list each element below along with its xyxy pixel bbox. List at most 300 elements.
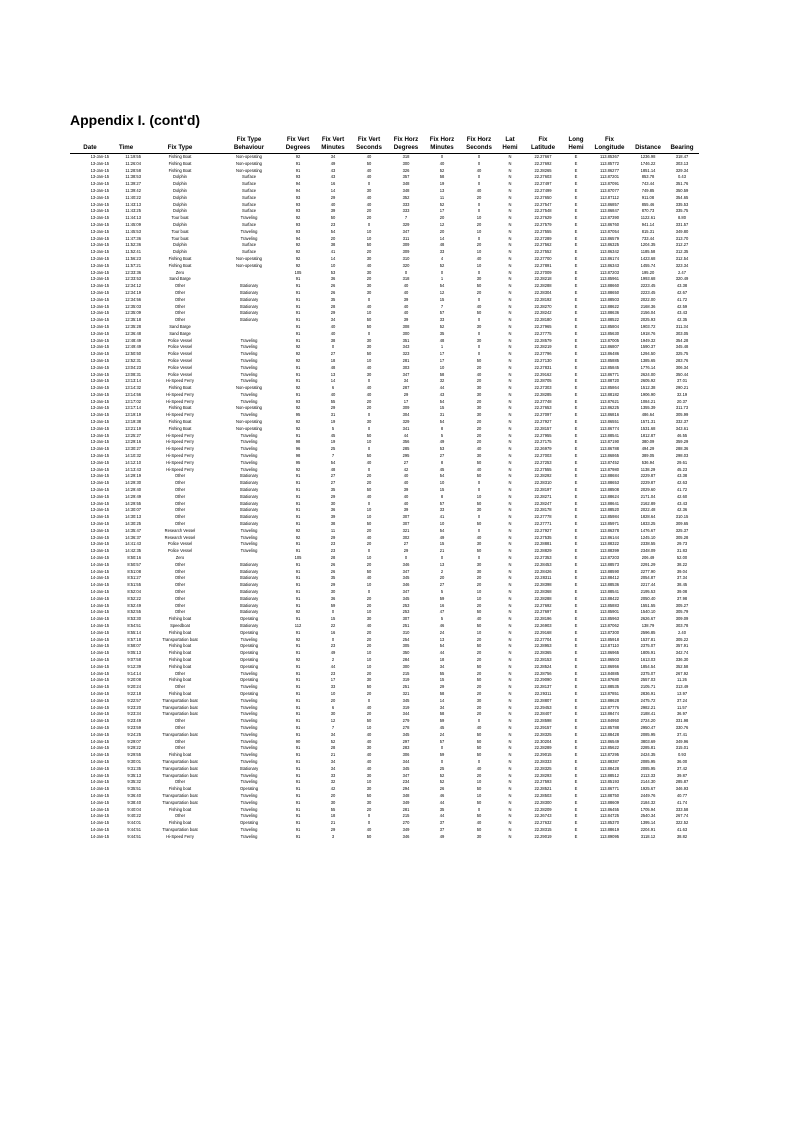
- table-cell: 58: [439, 371, 445, 377]
- table-cell: 91: [295, 160, 301, 166]
- table-cell: 93: [295, 201, 301, 207]
- table-row: [70, 399, 699, 406]
- table-cell: N: [508, 187, 512, 193]
- table-cell: Non-operating: [236, 154, 262, 159]
- table-cell: E: [574, 283, 578, 289]
- table-cell: Transportation boat: [162, 697, 198, 703]
- table-cell: 0: [367, 466, 371, 472]
- table-cell: 47: [439, 609, 445, 615]
- table-cell: 30: [366, 677, 372, 683]
- table-cell: 113.85788: [599, 724, 620, 730]
- table-cell: E: [574, 561, 578, 567]
- table-cell: 9:24:25: [127, 731, 141, 737]
- table-cell: N: [508, 419, 512, 425]
- table-cell: 13-Jan-15: [90, 432, 109, 438]
- table-cell: 40: [366, 575, 372, 581]
- table-cell: E: [574, 167, 578, 173]
- table-cell: 10: [476, 249, 482, 255]
- table-cell: 36: [330, 595, 336, 601]
- table-cell: 91: [295, 779, 301, 785]
- table-cell: 40: [476, 616, 482, 622]
- table-cell: 0: [367, 221, 371, 227]
- column-header-line2: Behaviour: [233, 144, 265, 151]
- table-cell: Non-operating: [236, 419, 262, 425]
- table-cell: 21: [439, 548, 445, 554]
- table-cell: 26: [330, 568, 336, 574]
- table-cell: 36: [330, 276, 336, 282]
- table-row: [70, 555, 699, 562]
- table-cell: 27: [439, 453, 445, 459]
- table-cell: N: [508, 786, 512, 792]
- table-row: [70, 827, 699, 834]
- table-cell: 12:35:03: [125, 303, 141, 309]
- table-cell: 91: [295, 432, 301, 438]
- table-cell: 9:20:24: [127, 684, 141, 690]
- table-cell: 50: [330, 215, 336, 221]
- table-cell: 113.86857: [599, 201, 620, 207]
- table-cell: 19: [330, 419, 336, 425]
- table-cell: N: [508, 228, 512, 234]
- table-cell: 40: [403, 289, 409, 295]
- table-cell: 40: [366, 364, 372, 370]
- table-cell: Stationary: [239, 493, 259, 499]
- table-cell: Traveling: [240, 738, 258, 744]
- table-cell: 10: [439, 364, 445, 370]
- table-cell: 13-Jan-15: [90, 255, 109, 261]
- table-cell: 10: [366, 656, 372, 662]
- table-row: [70, 507, 699, 514]
- table-cell: Traveling: [240, 235, 258, 241]
- table-cell: 0: [367, 446, 371, 452]
- table-cell: E: [574, 609, 578, 615]
- table-cell: 38.82: [676, 833, 688, 839]
- table-cell: 91: [295, 575, 301, 581]
- table-cell: E: [574, 643, 578, 649]
- table-cell: 30: [476, 697, 482, 703]
- table-cell: 54: [439, 283, 445, 289]
- table-row: [70, 752, 699, 759]
- table-cell: 11:39:42: [125, 187, 141, 193]
- table-row: [70, 344, 699, 351]
- table-cell: 331.57: [675, 221, 689, 227]
- table-cell: 36.00: [676, 758, 688, 764]
- table-cell: 29: [330, 194, 336, 200]
- table-cell: Fishing boat: [168, 650, 192, 656]
- table-cell: N: [508, 310, 512, 316]
- table-cell: 34: [330, 758, 336, 764]
- table-cell: 356: [402, 439, 410, 445]
- table-cell: 113.88650: [599, 289, 620, 295]
- column-header: [388, 136, 424, 154]
- table-cell: E: [574, 636, 578, 642]
- table-cell: 40: [476, 765, 482, 771]
- table-cell: 22.28218: [534, 276, 552, 282]
- table-cell: 283: [402, 745, 410, 751]
- table-cell: 113.88573: [599, 561, 620, 567]
- table-cell: 9:12:39: [127, 663, 141, 669]
- column-header-line2: Degrees: [393, 144, 419, 151]
- table-cell: 22.28953: [534, 643, 552, 649]
- table-cell: 50: [366, 521, 372, 527]
- table-cell: 0: [477, 555, 481, 561]
- table-cell: N: [508, 622, 512, 628]
- table-cell: 44: [330, 663, 336, 669]
- table-cell: 25: [439, 765, 445, 771]
- table-cell: 93: [295, 221, 301, 227]
- table-cell: N: [508, 677, 512, 683]
- table-cell: 1476.67: [640, 527, 656, 533]
- table-cell: 14-Jan-15: [90, 799, 109, 805]
- table-cell: 8:53:30: [127, 616, 141, 622]
- table-row: [70, 705, 699, 712]
- table-cell: Other: [174, 507, 186, 513]
- table-cell: 23: [330, 670, 336, 676]
- table-cell: 40: [476, 371, 482, 377]
- table-cell: 2475.72: [640, 697, 656, 703]
- table-cell: 14-Jan-15: [90, 684, 109, 690]
- table-cell: Surface: [241, 249, 257, 255]
- table-cell: N: [508, 357, 512, 363]
- table-cell: 346.93: [675, 786, 689, 792]
- table-cell: 22.28881: [534, 541, 552, 547]
- column-header: [588, 136, 631, 154]
- table-cell: 27: [439, 582, 445, 588]
- table-cell: 8:55:14: [127, 629, 141, 635]
- table-cell: E: [574, 201, 578, 207]
- table-cell: 14:41:43: [125, 541, 141, 547]
- table-cell: Other: [174, 718, 186, 724]
- table-cell: 34: [330, 317, 336, 323]
- table-row: [70, 460, 699, 467]
- table-cell: 341: [402, 425, 410, 431]
- table-row: [70, 446, 699, 453]
- table-cell: 48: [439, 337, 445, 343]
- table-cell: 346: [402, 833, 410, 839]
- table-row: [70, 759, 699, 766]
- table-cell: 41.63: [676, 826, 688, 832]
- table-cell: 15: [439, 296, 445, 302]
- table-cell: 91: [295, 480, 301, 486]
- table-cell: Other: [174, 595, 186, 601]
- table-cell: Other: [174, 589, 186, 594]
- table-cell: 92: [295, 534, 301, 540]
- table-cell: 2596.85: [640, 629, 656, 635]
- table-cell: Operating: [240, 786, 258, 792]
- table-cell: 93: [295, 174, 301, 180]
- table-row: [70, 358, 699, 365]
- table-cell: Hi-Speed Ferry: [166, 466, 194, 472]
- table-cell: 22.28300: [534, 799, 552, 805]
- table-cell: N: [508, 412, 512, 418]
- table-cell: 13-Jan-15: [90, 283, 109, 289]
- table-cell: Operating: [240, 656, 258, 662]
- table-cell: N: [508, 473, 512, 479]
- table-cell: 2836.91: [640, 690, 656, 696]
- table-cell: 0: [477, 806, 481, 812]
- table-cell: 45.23: [676, 466, 688, 472]
- table-cell: 113.87062: [599, 622, 620, 628]
- table-cell: 54: [330, 228, 336, 234]
- table-cell: 11:43:13: [125, 201, 141, 207]
- table-cell: Fishing boat: [168, 677, 192, 683]
- table-cell: E: [574, 221, 578, 227]
- table-cell: 0: [477, 174, 481, 180]
- column-header-line2: Distance: [635, 144, 661, 151]
- table-cell: 16: [330, 181, 336, 187]
- table-cell: 20: [476, 398, 482, 404]
- table-cell: 40: [403, 493, 409, 499]
- table-cell: 92: [295, 249, 301, 255]
- table-cell: 2424.35: [640, 752, 656, 758]
- table-cell: 18: [439, 656, 445, 662]
- table-row: [70, 351, 699, 358]
- table-cell: Stationary: [239, 765, 259, 771]
- table-cell: 2168.36: [640, 303, 656, 309]
- table-cell: N: [508, 398, 512, 404]
- table-cell: [218, 276, 280, 283]
- table-cell: 10: [476, 595, 482, 601]
- table-cell: E: [574, 813, 578, 819]
- table-cell: Operating: [240, 616, 258, 622]
- table-cell: 94: [295, 187, 301, 193]
- table-cell: 22.30204: [534, 738, 552, 744]
- table-cell: E: [574, 357, 578, 363]
- table-cell: 40: [366, 752, 372, 758]
- table-cell: N: [508, 833, 512, 839]
- table-cell: 321: [402, 690, 410, 696]
- table-cell: 29: [330, 534, 336, 540]
- table-cell: 14:30:13: [125, 514, 141, 520]
- table-cell: 113.85971: [599, 521, 620, 527]
- table-cell: 92: [295, 405, 301, 411]
- table-cell: N: [508, 820, 512, 826]
- table-cell: E: [574, 187, 578, 193]
- table-cell: 40: [366, 167, 372, 173]
- table-cell: 13-Jan-15: [90, 487, 109, 493]
- table-cell: 50: [476, 459, 482, 465]
- table-cell: 22.27593: [534, 779, 552, 785]
- table-cell: 22.29162: [534, 371, 552, 377]
- table-cell: 2950.47: [640, 724, 656, 730]
- table-cell: 40: [476, 167, 482, 173]
- table-cell: Transportation boat: [162, 765, 198, 771]
- table-cell: 306: [402, 752, 410, 758]
- table-cell: Traveling: [240, 337, 258, 343]
- table-cell: 9:29:07: [127, 738, 141, 744]
- table-cell: Fishing boat: [168, 806, 192, 812]
- table-cell: Police Vessel: [167, 357, 193, 363]
- table-cell: 54: [330, 459, 336, 465]
- table-cell: 91: [295, 752, 301, 758]
- table-cell: 1540.10: [640, 609, 656, 615]
- table-cell: 38: [330, 337, 336, 343]
- table-cell: Transportation boat: [162, 636, 198, 642]
- table-cell: 92: [295, 215, 301, 221]
- table-cell: 10: [366, 724, 372, 730]
- table-cell: 33: [439, 317, 445, 323]
- table-cell: 22.26903: [534, 622, 552, 628]
- table-cell: E: [574, 276, 578, 282]
- table-cell: 325.37: [675, 527, 689, 533]
- table-cell: 14-Jan-15: [90, 609, 109, 615]
- column-header-line1: Fix Type: [236, 136, 262, 143]
- table-cell: 22.26979: [534, 446, 552, 452]
- table-cell: 35: [330, 296, 336, 302]
- table-cell: 14:29:49: [125, 493, 141, 499]
- table-cell: 346: [402, 582, 410, 588]
- table-cell: Traveling: [240, 215, 258, 221]
- table-cell: E: [574, 412, 578, 418]
- table-cell: Transportation boat: [162, 826, 198, 832]
- table-cell: 92: [295, 636, 301, 642]
- table-cell: 22.29311: [534, 690, 552, 696]
- table-cell: 2085.95: [640, 765, 656, 771]
- table-cell: 50: [476, 738, 482, 744]
- table-cell: 30: [366, 786, 372, 792]
- table-cell: 351: [402, 337, 410, 343]
- table-cell: N: [508, 752, 512, 758]
- table-cell: Dolphin: [173, 201, 187, 207]
- table-cell: Transportation boat: [162, 799, 198, 805]
- table-cell: 12:34:19: [125, 289, 141, 295]
- table-cell: 113.86549: [599, 738, 620, 744]
- table-cell: 267.92: [675, 670, 689, 676]
- table-cell: E: [574, 772, 578, 778]
- table-cell: 113.86342: [599, 249, 620, 255]
- table-cell: 32.19: [676, 391, 688, 397]
- table-cell: 13-Jan-15: [90, 398, 109, 404]
- table-cell: 42: [330, 786, 336, 792]
- table-cell: E: [574, 738, 578, 744]
- column-header: [424, 136, 460, 154]
- table-cell: N: [508, 507, 512, 513]
- table-cell: 22.28178: [534, 507, 552, 513]
- table-cell: 22.28242: [534, 310, 552, 316]
- table-cell: E: [574, 432, 578, 438]
- table-cell: 2223.45: [640, 289, 656, 295]
- table-cell: 113.87621: [599, 398, 620, 404]
- table-cell: 91: [295, 371, 301, 377]
- table-cell: 49: [439, 534, 445, 540]
- table-row: [70, 188, 699, 195]
- table-cell: E: [574, 296, 578, 302]
- table-cell: 113.87680: [599, 677, 620, 683]
- table-cell: 113.86277: [599, 167, 620, 173]
- table-cell: 43.38: [676, 473, 688, 479]
- table-cell: 50: [476, 310, 482, 316]
- table-cell: 333: [402, 201, 410, 207]
- table-row: [70, 630, 699, 637]
- table-cell: 33: [330, 772, 336, 778]
- table-cell: 0: [477, 718, 481, 724]
- table-row: [70, 834, 699, 841]
- table-cell: 113.87776: [599, 704, 620, 710]
- table-cell: 91: [295, 276, 301, 282]
- table-cell: Traveling: [240, 527, 258, 533]
- table-cell: 58: [439, 690, 445, 696]
- table-cell: 347: [402, 568, 410, 574]
- table-cell: Operating: [240, 663, 258, 669]
- table-cell: Stationary: [239, 283, 259, 289]
- table-cell: 54: [439, 643, 445, 649]
- table-cell: 0: [367, 589, 371, 594]
- table-cell: 33: [330, 684, 336, 690]
- table-cell: 113.88399: [599, 548, 620, 554]
- table-cell: 14-Jan-15: [90, 602, 109, 608]
- table-cell: 20: [366, 527, 372, 533]
- table-cell: 8:51:08: [127, 568, 141, 574]
- table-cell: E: [574, 446, 578, 452]
- table-cell: 283.76: [675, 357, 689, 363]
- table-row: [70, 528, 699, 535]
- table-cell: 0: [477, 514, 481, 520]
- table-cell: N: [508, 235, 512, 241]
- table-cell: 113.84950: [599, 718, 620, 724]
- table-cell: 22.27748: [534, 398, 552, 404]
- table-cell: Non-operating: [236, 405, 262, 411]
- table-cell: 12:48:49: [125, 337, 141, 343]
- table-cell: 320: [402, 262, 410, 268]
- table-cell: 536.94: [641, 459, 655, 465]
- table-cell: 91: [295, 697, 301, 703]
- table-cell: 29: [330, 310, 336, 316]
- table-cell: 42.63: [676, 480, 688, 486]
- table-cell: 52: [439, 779, 445, 785]
- table-cell: 113.87201: [599, 174, 620, 180]
- table-cell: 2626.67: [640, 616, 656, 622]
- table-row: [70, 215, 699, 222]
- table-cell: 310: [402, 629, 410, 635]
- table-cell: 2557.03: [640, 677, 656, 683]
- table-cell: 29: [403, 391, 409, 397]
- table-cell: Surface: [241, 208, 257, 214]
- table-cell: N: [508, 582, 512, 588]
- table-row: [70, 405, 699, 412]
- table-cell: E: [574, 154, 578, 159]
- table-cell: 22.27778: [534, 514, 552, 520]
- table-cell: E: [574, 317, 578, 323]
- table-cell: 39.87: [676, 772, 688, 778]
- table-cell: 113.87295: [599, 752, 620, 758]
- table-cell: 14-Jan-15: [90, 697, 109, 703]
- table-cell: 10: [476, 215, 482, 221]
- table-cell: Other: [174, 582, 186, 588]
- table-row: [70, 766, 699, 773]
- table-cell: Traveling: [240, 364, 258, 370]
- table-cell: 1395.14: [640, 820, 656, 826]
- table-cell: 13-Jan-15: [90, 296, 109, 302]
- table-cell: 13-Jan-15: [90, 201, 109, 207]
- table-cell: 40: [330, 330, 336, 336]
- table-cell: 287: [402, 385, 410, 391]
- table-cell: 50: [366, 833, 372, 839]
- table-row: [70, 718, 699, 725]
- table-row: [70, 161, 699, 168]
- column-header-line2: Hemi: [502, 144, 518, 151]
- table-cell: 93: [295, 398, 301, 404]
- table-cell: Other: [174, 514, 186, 520]
- table-cell: 40: [366, 704, 372, 710]
- table-cell: E: [574, 181, 578, 187]
- table-cell: Other: [174, 283, 186, 289]
- table-cell: Traveling: [240, 636, 258, 642]
- table-cell: 22.29015: [534, 752, 552, 758]
- table-cell: Traveling: [240, 391, 258, 397]
- table-cell: 253: [402, 609, 410, 615]
- table-cell: Other: [174, 575, 186, 581]
- table-cell: Speedboat: [170, 622, 190, 628]
- table-cell: 44: [439, 799, 445, 805]
